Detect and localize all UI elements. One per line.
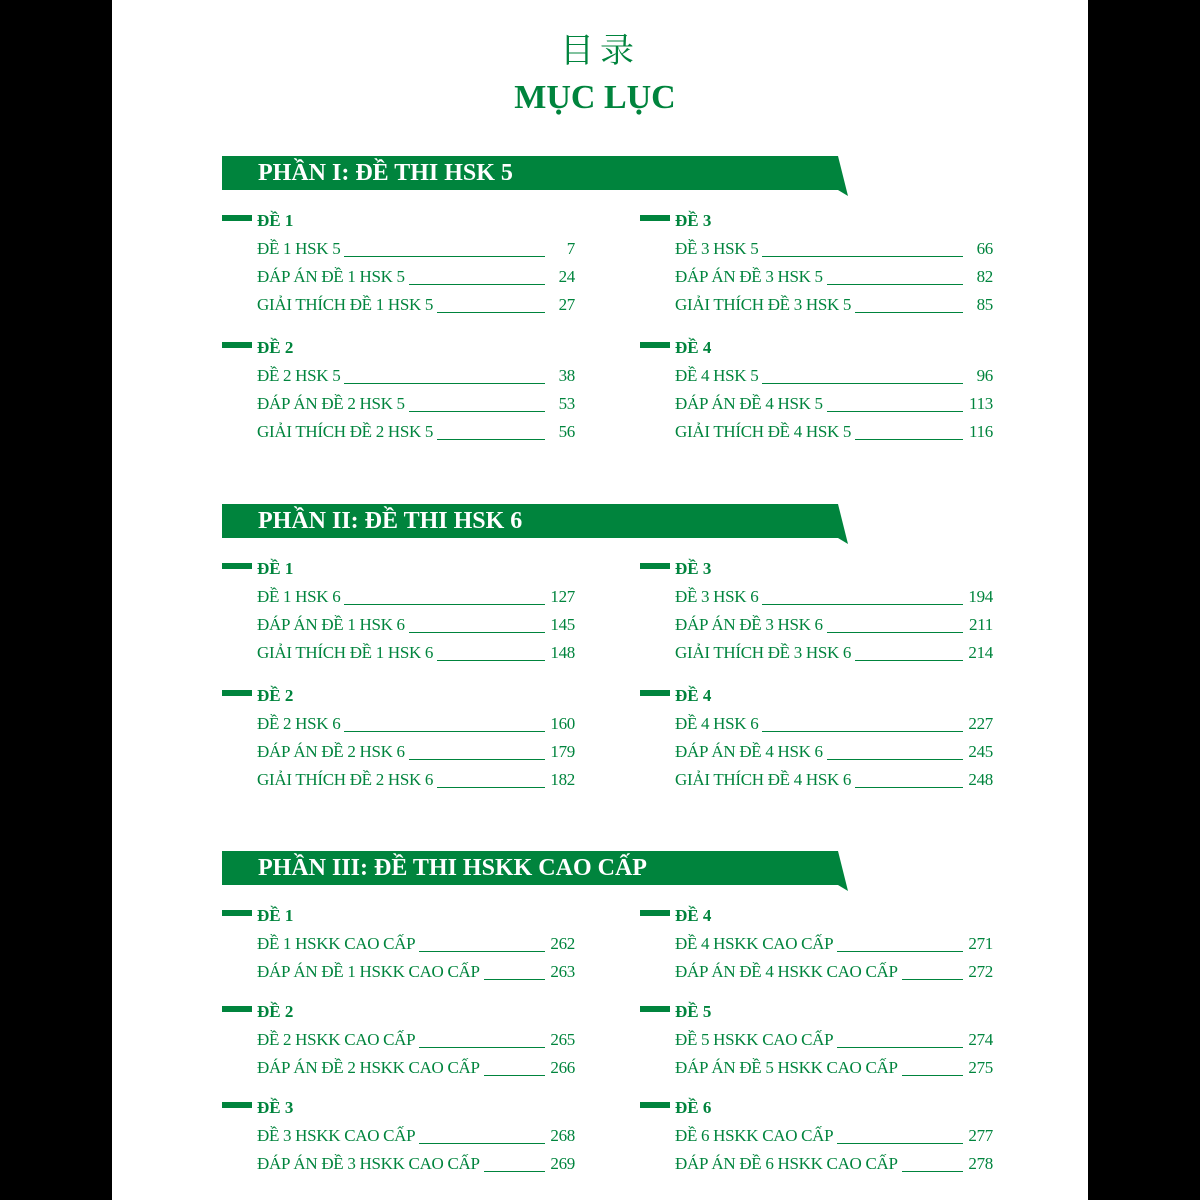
group-heading-label: ĐỀ 3 <box>675 559 712 578</box>
toc-entry[interactable] <box>257 263 575 291</box>
toc-entry[interactable] <box>257 1026 575 1054</box>
leader-line <box>419 1047 545 1048</box>
toc-entry[interactable] <box>675 1054 993 1082</box>
leader-line <box>484 979 545 980</box>
group-heading-label: ĐỀ 4 <box>675 686 712 705</box>
heading-bar-icon <box>222 910 252 916</box>
page-number: 262 <box>550 934 575 953</box>
page-number: 38 <box>558 366 575 385</box>
leader-line <box>409 411 545 412</box>
heading-bar-icon <box>640 563 670 569</box>
entry-label: GIẢI THÍCH ĐỀ 1 HSK 6 <box>257 643 434 662</box>
section-title: PHẦN I: ĐỀ THI HSK 5 <box>258 160 513 186</box>
entry-label: ĐÁP ÁN ĐỀ 3 HSK 5 <box>675 267 823 286</box>
entry-label: ĐÁP ÁN ĐỀ 4 HSK 6 <box>675 742 823 761</box>
entry-label: ĐỀ 1 HSK 5 <box>257 239 341 258</box>
toc-entry[interactable] <box>675 611 993 639</box>
toc-entry[interactable] <box>257 1054 575 1082</box>
heading-bar-icon <box>640 690 670 696</box>
entry-label: GIẢI THÍCH ĐỀ 2 HSK 6 <box>257 770 434 789</box>
toc-entry[interactable] <box>675 418 993 446</box>
entry-label: ĐỀ 2 HSKK CAO CẤP <box>257 1030 416 1049</box>
entry-label: ĐỀ 1 HSK 6 <box>257 587 341 606</box>
group-heading-label: ĐỀ 1 <box>257 559 294 578</box>
leader-line <box>855 660 963 661</box>
toc-group <box>640 682 993 794</box>
entry-label: ĐÁP ÁN ĐỀ 3 HSKK CAO CẤP <box>257 1154 480 1173</box>
entry-label: ĐỀ 1 HSKK CAO CẤP <box>257 934 416 953</box>
leader-line <box>827 411 963 412</box>
page-number: 266 <box>550 1058 575 1077</box>
entry-label: ĐÁP ÁN ĐỀ 1 HSKK CAO CẤP <box>257 962 480 981</box>
group-heading-label: ĐỀ 1 <box>257 211 294 230</box>
toc-entry[interactable] <box>675 930 993 958</box>
group-heading <box>640 998 993 1026</box>
group-heading-label: ĐỀ 4 <box>675 906 712 925</box>
toc-entry[interactable] <box>675 291 993 319</box>
group-heading-label: ĐỀ 3 <box>257 1098 294 1117</box>
entry-label: GIẢI THÍCH ĐỀ 3 HSK 5 <box>675 295 852 314</box>
page-number: 7 <box>566 239 575 258</box>
group-heading-label: ĐỀ 2 <box>257 338 294 357</box>
page-number: 227 <box>968 714 993 733</box>
page-number: 24 <box>558 267 575 286</box>
page-number: 278 <box>968 1154 993 1173</box>
page-number: 275 <box>968 1058 993 1077</box>
page-number: 271 <box>968 934 993 953</box>
group-heading-label: ĐỀ 2 <box>257 686 294 705</box>
page-number: 265 <box>550 1030 575 1049</box>
heading-bar-icon <box>640 215 670 221</box>
toc-entry[interactable] <box>257 710 575 738</box>
toc-entry[interactable] <box>675 1122 993 1150</box>
leader-line <box>827 632 963 633</box>
heading-bar-icon <box>222 1006 252 1012</box>
group-heading <box>640 1094 993 1122</box>
toc-group <box>640 207 993 319</box>
leader-line <box>409 759 545 760</box>
document-page <box>112 0 1088 1200</box>
toc-entry[interactable] <box>257 639 575 667</box>
toc-section <box>222 156 993 461</box>
leader-line <box>902 979 963 980</box>
leader-line <box>437 787 545 788</box>
page-number: 211 <box>969 615 993 634</box>
toc-entry[interactable] <box>675 362 993 390</box>
group-heading <box>640 682 993 710</box>
toc-group <box>222 682 575 794</box>
entry-label: ĐỀ 3 HSK 6 <box>675 587 759 606</box>
leader-line <box>437 660 545 661</box>
leader-line <box>484 1075 545 1076</box>
entry-label: ĐÁP ÁN ĐỀ 3 HSK 6 <box>675 615 823 634</box>
toc-group <box>222 334 575 446</box>
entry-label: ĐỀ 5 HSKK CAO CẤP <box>675 1030 834 1049</box>
entry-label: ĐÁP ÁN ĐỀ 1 HSK 6 <box>257 615 405 634</box>
leader-line <box>762 383 963 384</box>
section-title: PHẦN II: ĐỀ THI HSK 6 <box>258 508 523 534</box>
leader-line <box>437 312 545 313</box>
toc-group <box>222 1094 575 1178</box>
toc-entry[interactable] <box>257 418 575 446</box>
entry-label: ĐỀ 2 HSK 6 <box>257 714 341 733</box>
toc-group <box>640 1094 993 1178</box>
page-number: 269 <box>550 1154 575 1173</box>
entry-label: GIẢI THÍCH ĐỀ 4 HSK 5 <box>675 422 852 441</box>
leader-line <box>344 604 545 605</box>
page-number: 272 <box>968 962 993 981</box>
entry-label: ĐỀ 6 HSKK CAO CẤP <box>675 1126 834 1145</box>
group-heading-label: ĐỀ 4 <box>675 338 712 357</box>
section-title: PHẦN III: ĐỀ THI HSKK CAO CẤP <box>258 855 647 881</box>
heading-bar-icon <box>222 215 252 221</box>
toc-group <box>222 902 575 986</box>
page-number: 245 <box>968 742 993 761</box>
page-number: 96 <box>976 366 993 385</box>
page-number: 85 <box>976 295 993 314</box>
group-heading <box>222 998 575 1026</box>
leader-line <box>855 787 963 788</box>
group-heading-label: ĐỀ 1 <box>257 906 294 925</box>
toc-entry[interactable] <box>675 639 993 667</box>
toc-entry[interactable] <box>675 263 993 291</box>
toc-group <box>222 207 575 319</box>
chinese-title: 目录 <box>560 33 640 70</box>
page-number: 148 <box>550 643 575 662</box>
page-number: 56 <box>558 422 575 441</box>
entry-label: ĐỀ 3 HSKK CAO CẤP <box>257 1126 416 1145</box>
toc-group <box>222 555 575 667</box>
leader-line <box>344 383 545 384</box>
heading-bar-icon <box>222 342 252 348</box>
toc-entry[interactable] <box>257 291 575 319</box>
group-heading-label: ĐỀ 3 <box>675 211 712 230</box>
toc-entry[interactable] <box>675 738 993 766</box>
entry-label: ĐÁP ÁN ĐỀ 6 HSKK CAO CẤP <box>675 1154 898 1173</box>
leader-line <box>762 256 963 257</box>
toc-entry[interactable] <box>257 1122 575 1150</box>
toc-entry[interactable] <box>675 766 993 794</box>
entry-label: ĐÁP ÁN ĐỀ 2 HSK 6 <box>257 742 405 761</box>
group-heading <box>222 1094 575 1122</box>
leader-line <box>409 284 545 285</box>
toc-entry[interactable] <box>257 766 575 794</box>
group-heading <box>222 555 575 583</box>
entry-label: ĐÁP ÁN ĐỀ 2 HSK 5 <box>257 394 405 413</box>
page-number: 214 <box>968 643 993 662</box>
group-heading <box>222 902 575 930</box>
page-number: 277 <box>968 1126 993 1145</box>
heading-bar-icon <box>640 342 670 348</box>
entry-label: ĐÁP ÁN ĐỀ 5 HSKK CAO CẤP <box>675 1058 898 1077</box>
page-number: 182 <box>550 770 575 789</box>
toc-entry[interactable] <box>257 958 575 986</box>
toc-entry[interactable] <box>257 583 575 611</box>
entry-label: GIẢI THÍCH ĐỀ 4 HSK 6 <box>675 770 852 789</box>
page-number: 82 <box>976 267 993 286</box>
toc-entry[interactable] <box>675 1150 993 1178</box>
toc-entry[interactable] <box>257 611 575 639</box>
entry-label: ĐỀ 4 HSK 6 <box>675 714 759 733</box>
heading-bar-icon <box>640 1102 670 1108</box>
leader-line <box>902 1075 963 1076</box>
leader-line <box>344 256 545 257</box>
leader-line <box>419 1143 545 1144</box>
page-number: 263 <box>550 962 575 981</box>
group-heading-label: ĐỀ 5 <box>675 1002 712 1021</box>
section-banner <box>222 156 848 190</box>
toc-section <box>222 504 993 809</box>
page-title: MỤC LỤC <box>514 79 676 116</box>
leader-line <box>409 632 545 633</box>
page-number: 145 <box>550 615 575 634</box>
leader-line <box>837 1047 963 1048</box>
entry-label: ĐỀ 4 HSK 5 <box>675 366 759 385</box>
heading-bar-icon <box>222 563 252 569</box>
toc-entry[interactable] <box>675 235 993 263</box>
group-heading <box>222 334 575 362</box>
entry-label: ĐÁP ÁN ĐỀ 1 HSK 5 <box>257 267 405 286</box>
leader-line <box>762 731 963 732</box>
toc-entry[interactable] <box>257 235 575 263</box>
toc-entry[interactable] <box>675 710 993 738</box>
group-heading <box>640 902 993 930</box>
page-number: 274 <box>968 1030 993 1049</box>
leader-line <box>902 1171 963 1172</box>
page-number: 248 <box>968 770 993 789</box>
toc-entry[interactable] <box>257 362 575 390</box>
page-number: 194 <box>968 587 993 606</box>
page-number: 27 <box>558 295 575 314</box>
leader-line <box>484 1171 545 1172</box>
heading-bar-icon <box>640 910 670 916</box>
toc-entry[interactable] <box>675 958 993 986</box>
toc-group <box>222 998 575 1082</box>
group-heading <box>222 207 575 235</box>
section-banner <box>222 851 848 885</box>
leader-line <box>344 731 545 732</box>
group-heading <box>640 555 993 583</box>
entry-label: ĐỀ 2 HSK 5 <box>257 366 341 385</box>
toc-entry[interactable] <box>257 930 575 958</box>
group-heading-label: ĐỀ 2 <box>257 1002 294 1021</box>
toc-entry[interactable] <box>257 390 575 418</box>
leader-line <box>437 439 545 440</box>
entry-label: GIẢI THÍCH ĐỀ 1 HSK 5 <box>257 295 434 314</box>
entry-label: GIẢI THÍCH ĐỀ 2 HSK 5 <box>257 422 434 441</box>
leader-line <box>837 951 963 952</box>
leader-line <box>419 951 545 952</box>
entry-label: ĐỀ 4 HSKK CAO CẤP <box>675 934 834 953</box>
group-heading-label: ĐỀ 6 <box>675 1098 712 1117</box>
page-number: 116 <box>969 422 993 441</box>
entry-label: GIẢI THÍCH ĐỀ 3 HSK 6 <box>675 643 852 662</box>
page-number: 127 <box>550 587 575 606</box>
toc-entry[interactable] <box>257 738 575 766</box>
leader-line <box>827 759 963 760</box>
page-number: 113 <box>969 394 993 413</box>
toc-entry[interactable] <box>257 1150 575 1178</box>
toc-entry[interactable] <box>675 1026 993 1054</box>
toc-entry[interactable] <box>675 390 993 418</box>
page-number: 179 <box>550 742 575 761</box>
section-banner <box>222 504 848 538</box>
toc-group <box>640 998 993 1082</box>
toc-section <box>222 851 993 1190</box>
toc-group <box>640 555 993 667</box>
page-number: 66 <box>976 239 993 258</box>
heading-bar-icon <box>640 1006 670 1012</box>
page-number: 53 <box>558 394 575 413</box>
leader-line <box>837 1143 963 1144</box>
entry-label: ĐÁP ÁN ĐỀ 2 HSKK CAO CẤP <box>257 1058 480 1077</box>
toc-group <box>640 334 993 446</box>
toc-entry[interactable] <box>675 583 993 611</box>
page-number: 268 <box>550 1126 575 1145</box>
toc-group <box>640 902 993 986</box>
page-number: 160 <box>550 714 575 733</box>
heading-bar-icon <box>222 1102 252 1108</box>
entry-label: ĐỀ 3 HSK 5 <box>675 239 759 258</box>
leader-line <box>762 604 963 605</box>
leader-line <box>855 312 963 313</box>
entry-label: ĐÁP ÁN ĐỀ 4 HSKK CAO CẤP <box>675 962 898 981</box>
group-heading <box>222 682 575 710</box>
leader-line <box>855 439 963 440</box>
group-heading <box>640 207 993 235</box>
entry-label: ĐÁP ÁN ĐỀ 4 HSK 5 <box>675 394 823 413</box>
heading-bar-icon <box>222 690 252 696</box>
group-heading <box>640 334 993 362</box>
leader-line <box>827 284 963 285</box>
